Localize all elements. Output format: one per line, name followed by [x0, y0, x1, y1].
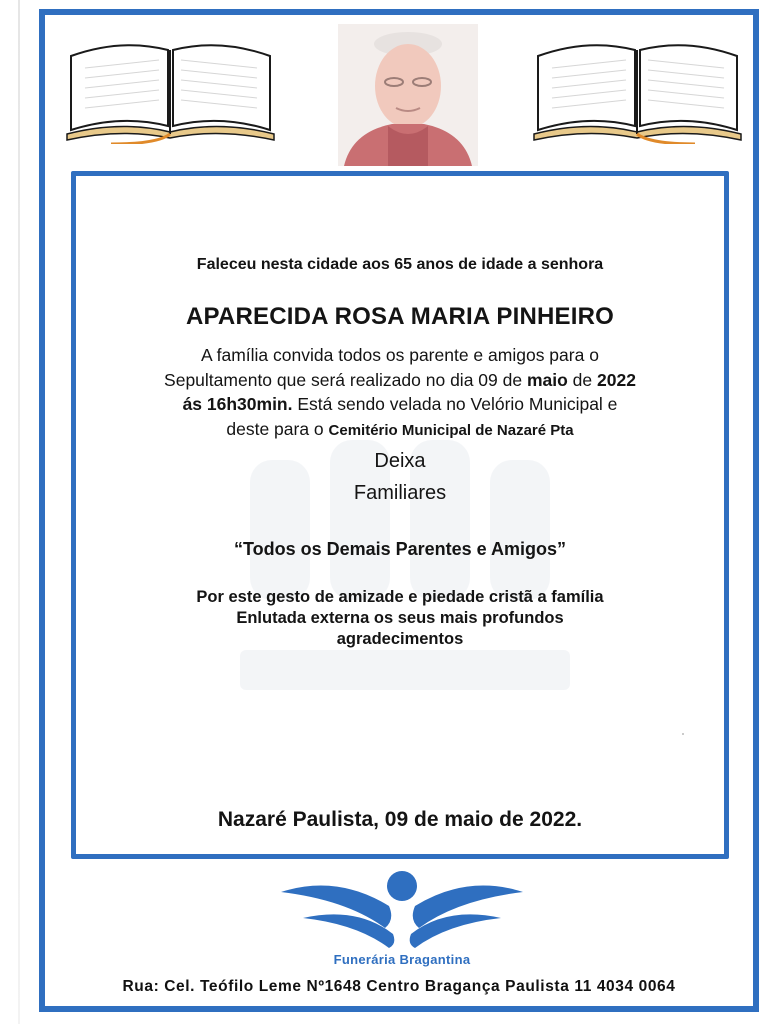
quote-text: “Todos os Demais Parentes e Amigos”: [233, 539, 567, 559]
body-line: deste para o: [226, 418, 329, 439]
open-bible-icon: [530, 34, 745, 144]
place-date: Nazaré Paulista, 09 de maio de 2022.: [217, 808, 583, 831]
scan-speck: [682, 733, 684, 735]
thanks-text: [71, 587, 729, 650]
deceased-photo: [338, 24, 478, 166]
thanks-line: Por este gesto de amizade e piedade cristã a família: [196, 588, 604, 606]
thanks-line: agradecimentos: [336, 630, 464, 648]
deixa-label: Deixa: [374, 450, 426, 472]
body-line: Está sendo velada no Velório Municipal e: [292, 394, 618, 414]
deceased-name: APARECIDA ROSA MARIA PINHEIRO: [185, 303, 615, 330]
body-line: A família convida todos os parente e amigos para o: [201, 345, 599, 365]
intro-text: Faleceu nesta cidade aos 65 anos de idade a senhora: [196, 256, 604, 273]
burial-month: maio: [526, 369, 568, 390]
watermark-logo: [240, 440, 570, 700]
cemetery-name: Cemitério Municipal de Nazaré Pta: [328, 421, 574, 439]
burial-year: 2022: [597, 369, 636, 390]
brand-name: Funerária Bragantina: [333, 952, 471, 967]
familiares-label: Familiares: [353, 482, 447, 504]
thanks-line: Enlutada externa os seus mais profundos: [236, 609, 564, 627]
footer-address: Rua: Cel. Teófilo Leme Nº1648 Centro Bragança Paulista 11 4034 0064: [122, 978, 676, 995]
body-line: de: [567, 369, 598, 390]
announcement-body: [71, 343, 729, 443]
funeral-home-logo-icon: [277, 870, 527, 950]
body-line: Sepultamento que será realizado no dia 09 de: [164, 369, 527, 390]
open-bible-icon: [63, 34, 278, 144]
burial-time: ás 16h30min.: [182, 394, 293, 414]
scan-edge: [18, 0, 20, 1024]
